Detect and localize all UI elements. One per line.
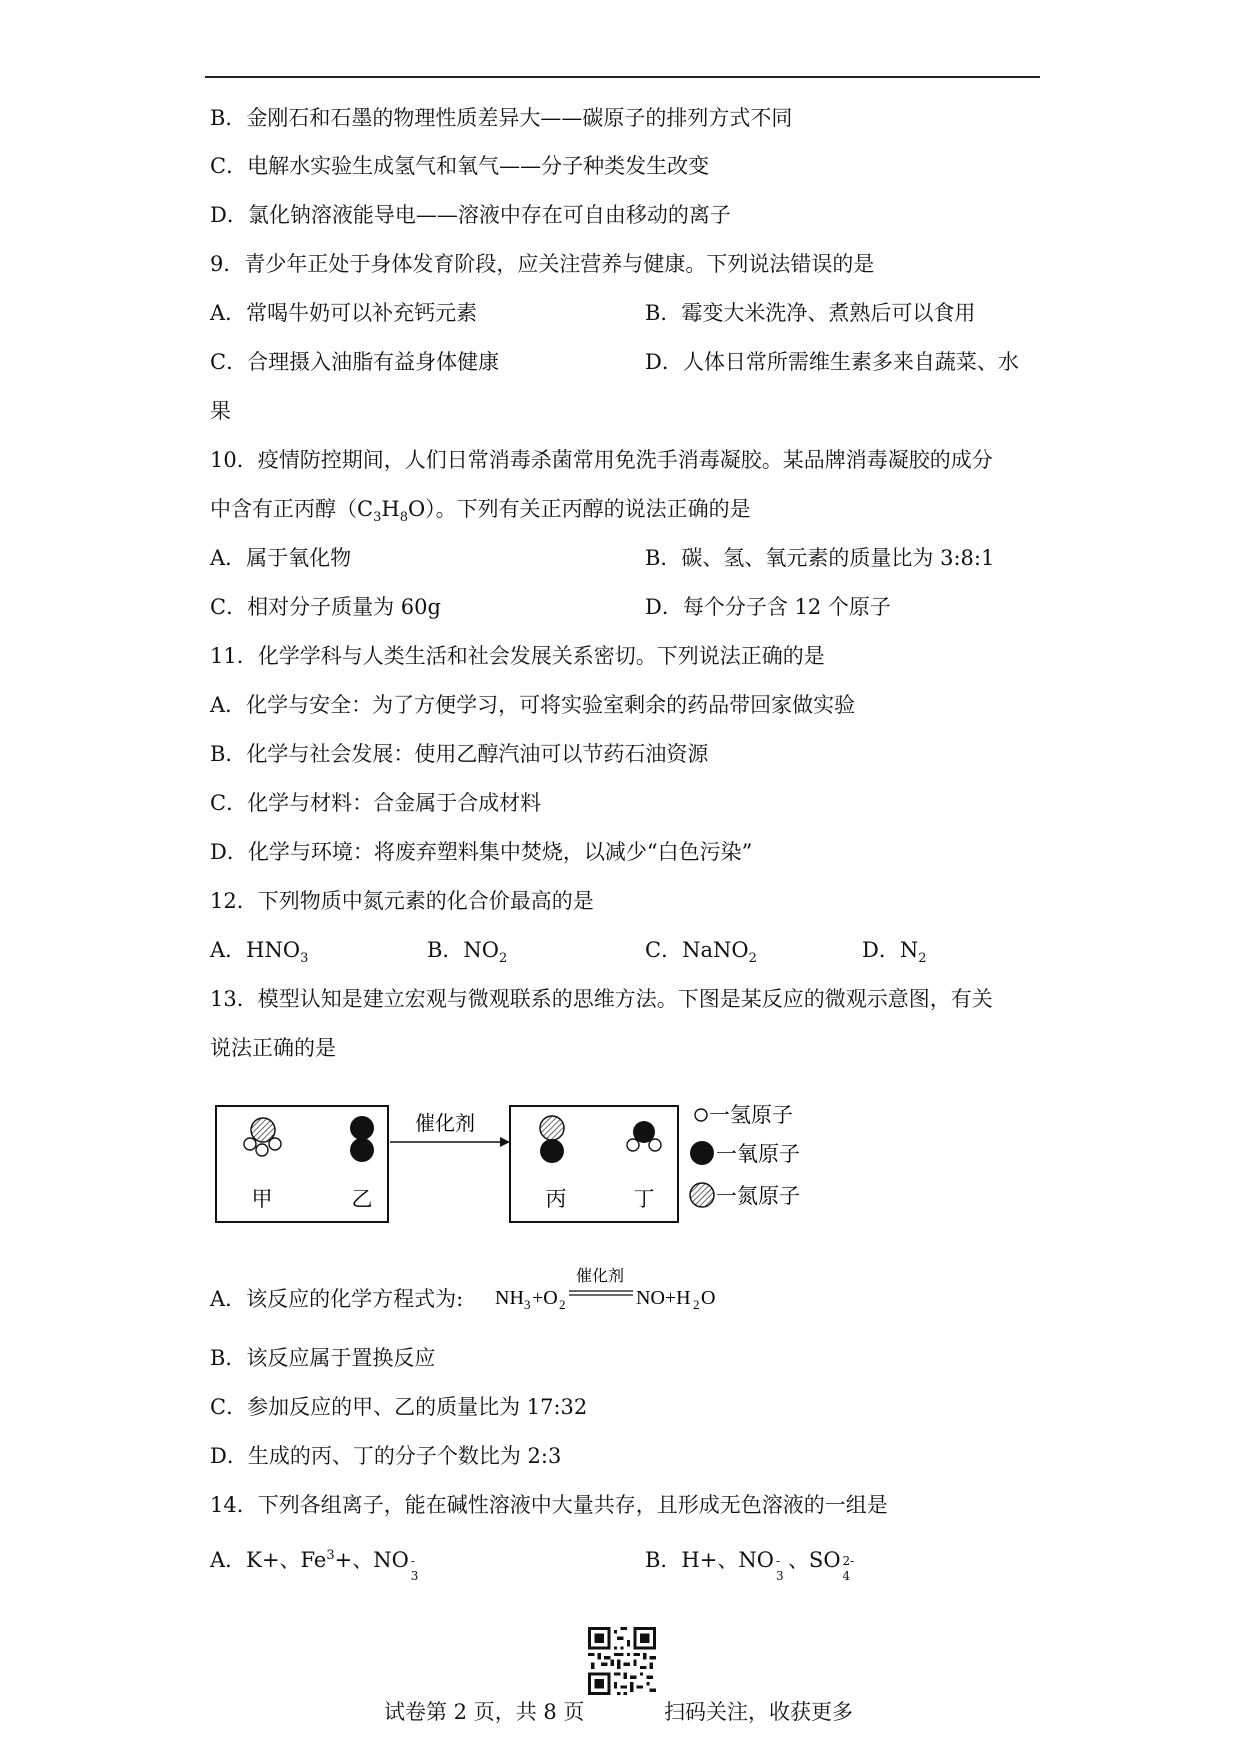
q12-c-text: C．NaNO bbox=[645, 938, 749, 962]
q12-option-d bbox=[862, 935, 927, 965]
label-bing: 丙 bbox=[545, 1187, 567, 1211]
reaction-diagram bbox=[210, 1090, 860, 1230]
q10-stem-line1: 10．疫情防控期间，人们日常消毒杀菌常用免洗手消毒凝胶。某品牌消毒凝胶的成分 bbox=[210, 448, 993, 472]
q9-stem: 9．青少年正处于身体发育阶段，应关注营养与健康。下列说法错误的是 bbox=[210, 252, 875, 276]
q10-option-d: D．每个分子含 12 个原子 bbox=[645, 595, 891, 619]
q14-b-pre: B．H+、NO bbox=[645, 1548, 774, 1572]
q12-option-c bbox=[645, 935, 757, 965]
q14-b-so bbox=[841, 1552, 861, 1583]
q13-stem-line2: 说法正确的是 bbox=[210, 1036, 336, 1060]
footer-qr-text: 扫码关注，收获更多 bbox=[664, 1700, 853, 1724]
arrow-head bbox=[500, 1137, 510, 1147]
legend-oxygen-text: 一氧原子 bbox=[716, 1142, 800, 1166]
label-ding: 丁 bbox=[633, 1187, 655, 1211]
q10-h: H bbox=[381, 497, 400, 521]
q14-a-ion bbox=[409, 1552, 423, 1583]
q14-b-ion-sup: - bbox=[775, 1553, 780, 1568]
eq-right-post: O bbox=[701, 1287, 716, 1309]
q8-option-b: B．金刚石和石墨的物理性质差异大——碳原子的排列方式不同 bbox=[210, 106, 793, 130]
legend-hydrogen bbox=[695, 1103, 793, 1127]
q8-option-d: D．氯化钠溶液能导电——溶液中存在可自由移动的离子 bbox=[210, 203, 731, 227]
q13-option-b: B．该反应属于置换反应 bbox=[210, 1346, 436, 1370]
q9-option-d-cont: 果 bbox=[210, 399, 231, 423]
footer-page-number: 试卷第 2 页，共 8 页 bbox=[384, 1700, 585, 1724]
q10-stem-post: O）。下列有关正丙醇的说法正确的是 bbox=[407, 497, 751, 521]
q13-option-a-text: A．该反应的化学方程式为: bbox=[210, 1287, 464, 1311]
q14-a-ion-sub: 3 bbox=[410, 1568, 419, 1583]
q14-b-ion-sub: 3 bbox=[775, 1568, 784, 1583]
q10-sub-h: 8 bbox=[399, 510, 408, 525]
q12-a-sub: 3 bbox=[300, 951, 309, 966]
q12-option-a bbox=[210, 935, 308, 965]
legend-hydrogen-text: 一氢原子 bbox=[709, 1103, 793, 1127]
q9-option-c: C．合理摄入油脂有益身体健康 bbox=[210, 350, 500, 374]
arrow-catalyst-label: 催化剂 bbox=[415, 1111, 475, 1135]
qr-code[interactable] bbox=[588, 1627, 656, 1695]
q14-b-so-sub: 4 bbox=[842, 1568, 851, 1583]
eq-nh: NH bbox=[495, 1287, 524, 1309]
q14-a-mid: +、NO bbox=[334, 1548, 409, 1572]
header-rule bbox=[205, 76, 1040, 78]
q12-option-b bbox=[427, 935, 507, 965]
q13-stem-line1: 13．模型认知是建立宏观与微观联系的思维方法。下图是某反应的微观示意图，有关 bbox=[210, 987, 993, 1011]
q14-b-ion bbox=[774, 1552, 788, 1583]
legend-nitrogen-text: 一氮原子 bbox=[716, 1184, 800, 1208]
q11-option-d: D．化学与环境：将废弃塑料集中焚烧，以减少“白色污染” bbox=[210, 840, 753, 864]
q9-option-b: B．霉变大米洗净、煮熟后可以食用 bbox=[645, 301, 976, 325]
q10-option-c: C．相对分子质量为 60g bbox=[210, 595, 441, 619]
eq-nh-sub: 3 bbox=[524, 1297, 531, 1312]
q10-option-a: A．属于氧化物 bbox=[210, 546, 352, 570]
q8-option-c: C．电解水实验生成氢气和氧气——分子种类发生改变 bbox=[210, 154, 710, 178]
eq-catalyst: 催化剂 bbox=[575, 1266, 625, 1285]
q11-option-b: B．化学与社会发展：使用乙醇汽油可以节药石油资源 bbox=[210, 742, 709, 766]
q12-d-text: D．N bbox=[862, 938, 919, 962]
q14-a-ion-sup: - bbox=[410, 1553, 415, 1568]
q12-d-sub: 2 bbox=[918, 951, 927, 966]
q14-a-pre: A．K+、Fe bbox=[210, 1548, 327, 1572]
q14-option-a bbox=[210, 1545, 423, 1583]
q10-option-b: B．碳、氢、氧元素的质量比为 3:8:1 bbox=[645, 546, 995, 570]
q13-option-d: D．生成的丙、丁的分子个数比为 2:3 bbox=[210, 1444, 562, 1468]
q10-stem-pre: 中含有正丙醇（C bbox=[210, 497, 374, 521]
q14-option-b bbox=[645, 1545, 861, 1583]
q9-option-d: D．人体日常所需维生素多来自蔬菜、水 bbox=[645, 350, 1019, 374]
legend-nitrogen bbox=[690, 1183, 800, 1208]
eq-plus-o: +O bbox=[532, 1287, 558, 1309]
q14-b-so-sup: 2- bbox=[842, 1553, 855, 1568]
equation-nh3-o2 bbox=[495, 1258, 755, 1318]
eq-h-sub: 2 bbox=[693, 1297, 700, 1312]
q11-option-a: A．化学与安全：为了方便学习，可将实验室剩余的药品带回家做实验 bbox=[210, 693, 856, 717]
q9-option-a: A．常喝牛奶可以补充钙元素 bbox=[210, 301, 478, 325]
q11-stem: 11．化学学科与人类生活和社会发展关系密切。下列说法正确的是 bbox=[210, 644, 825, 668]
q11-option-c: C．化学与材料：合金属于合成材料 bbox=[210, 791, 542, 815]
legend-oxygen bbox=[690, 1141, 800, 1166]
q12-b-sub: 2 bbox=[499, 951, 508, 966]
q12-b-text: B．NO bbox=[427, 938, 500, 962]
eq-o-sub: 2 bbox=[559, 1297, 566, 1312]
q13-option-c: C．参加反应的甲、乙的质量比为 17:32 bbox=[210, 1395, 588, 1419]
q12-c-sub: 2 bbox=[748, 951, 757, 966]
q12-a-text: A．HNO bbox=[210, 938, 301, 962]
q10-sub-c: 3 bbox=[373, 510, 382, 525]
q14-b-mid: 、SO bbox=[787, 1548, 841, 1572]
q12-stem: 12．下列物质中氮元素的化合价最高的是 bbox=[210, 889, 594, 913]
eq-right-pre: NO+H bbox=[636, 1287, 691, 1309]
q14-a-sup: 3 bbox=[326, 1548, 335, 1563]
label-jia: 甲 bbox=[251, 1187, 273, 1211]
label-yi: 乙 bbox=[351, 1187, 373, 1211]
q10-stem-line2 bbox=[210, 494, 751, 524]
q14-stem: 14．下列各组离子，能在碱性溶液中大量共存，且形成无色溶液的一组是 bbox=[210, 1493, 888, 1517]
